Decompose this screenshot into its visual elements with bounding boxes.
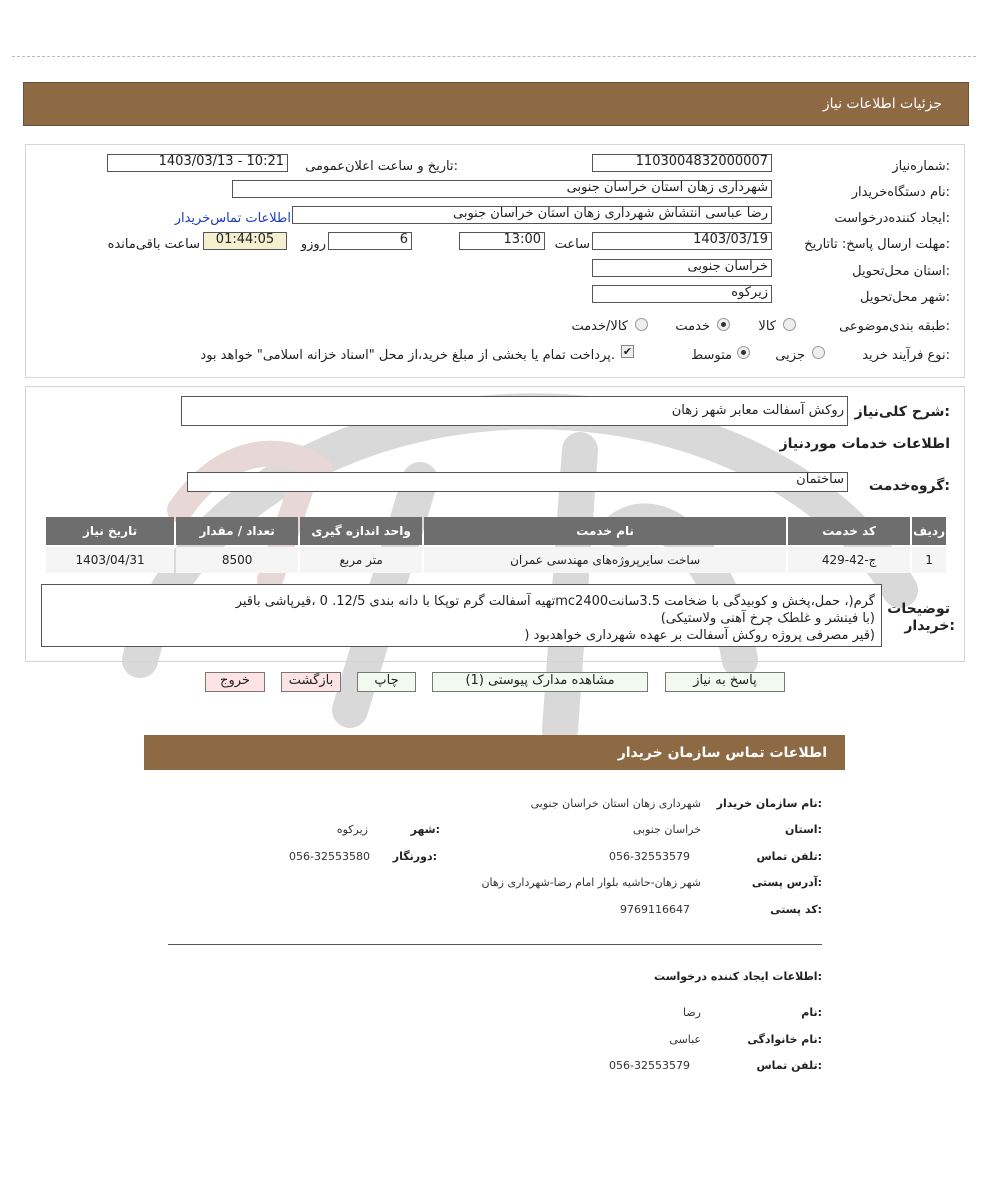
deadline-label: مهلت ارسال پاسخ: تاتاریخ: — [804, 237, 950, 252]
cell-service-name: ساخت سایرپروژه‌های مهندسی عمران — [424, 547, 786, 573]
col-header-quantity: تعداد / مقدار — [176, 517, 298, 545]
cell-unit: متر مربع — [300, 547, 422, 573]
cell-need-date: 1403/04/31 — [46, 547, 174, 573]
delivery-province-label: استان محل‌تحویل: — [852, 264, 950, 279]
need-description-field[interactable]: روکش آسفالت معابر شهر زهان — [181, 396, 848, 426]
top-divider — [12, 56, 976, 57]
buyer-org-field[interactable]: شهرداری زهان استان خراسان جنوبی — [232, 180, 772, 198]
contact-address-label: آدرس پستی: — [751, 876, 822, 889]
cell-service-code: ج-42-429 — [788, 547, 910, 573]
creator-name-value: رضا — [682, 1006, 701, 1019]
buyer-notes-line-2: (با فینشر و غلطک چرخ آهنی ولاستیکی) — [660, 611, 875, 626]
contact-city-label: شهر: — [410, 823, 440, 836]
buyer-contact-link[interactable]: اطلاعات تماس‌خریدار — [174, 211, 291, 226]
creator-family-value: عباسی — [669, 1033, 701, 1046]
creator-phone-label: تلفن تماس: — [756, 1059, 822, 1072]
col-header-service-name: نام خدمت — [424, 517, 786, 545]
contact-postal-value: 9769116647 — [620, 903, 690, 916]
col-header-service-code: کد خدمت — [788, 517, 910, 545]
contact-org-label: نام سازمان خریدار: — [716, 797, 822, 810]
buyer-notes-line-3: ) قیر مصرفی پروژه روکش آسفالت بر عهده شهرداری خواهدبود) — [524, 628, 875, 643]
service-group-label: گروه‌خدمت: — [868, 478, 950, 494]
announce-date-label: تاریخ و ساعت اعلان‌عمومی: — [305, 159, 458, 174]
creator-phone-value: 056-32553579 — [609, 1059, 690, 1072]
category-label: طبقه بندی‌موضوعی: — [839, 319, 950, 334]
contact-postal-label: کد پستی: — [770, 903, 822, 916]
delivery-province-field[interactable]: خراسان جنوبی — [592, 259, 772, 277]
deadline-hour-label: ساعت — [554, 237, 590, 252]
col-header-unit: واحد اندازه گیری — [300, 517, 422, 545]
view-attachments-button[interactable]: مشاهده مدارک پیوستی (1) — [432, 672, 648, 692]
process-minor-label: جزیی — [775, 348, 805, 363]
cell-row-number: 1 — [912, 547, 946, 573]
contact-fax-label: دورنگار: — [392, 850, 437, 863]
category-both-radio[interactable] — [635, 318, 648, 331]
category-service-radio[interactable] — [717, 318, 730, 331]
process-medium-label: متوسط — [691, 348, 732, 363]
deadline-hour-field[interactable]: 13:00 — [459, 232, 545, 250]
need-description-label: شرح کلی‌نیاز: — [854, 404, 950, 420]
category-goods-label: کالا — [758, 319, 776, 334]
remaining-time-label: ساعت باقی‌مانده — [107, 237, 200, 252]
deadline-date-field[interactable]: 1403/03/19 — [592, 232, 772, 250]
contact-section-title: اطلاعات تماس سازمان خریدار — [617, 745, 827, 761]
category-both-label: کالا/خدمت — [571, 319, 628, 334]
process-type-label: نوع فرآیند خرید: — [862, 348, 950, 363]
creator-label: ایجاد کننده‌درخواست: — [834, 211, 950, 226]
contact-divider — [168, 944, 822, 945]
table-header-row — [46, 517, 946, 545]
services-section-title: اطلاعات خدمات مورد‌نیاز — [779, 436, 950, 452]
creator-field[interactable]: رضا عباسی انتشاش شهرداری زهان استان خراسان جنوبی — [292, 206, 772, 224]
contact-address-value: شهر زهان-حاشیه بلوار امام رضا-شهرداری زهان — [481, 876, 701, 889]
buyer-notes-label-1: توضیحات — [887, 601, 950, 617]
creator-family-label: نام خانوادگی: — [747, 1033, 822, 1046]
page-header — [23, 82, 969, 126]
need-number-label: شماره‌نیاز: — [892, 159, 950, 174]
process-minor-radio[interactable] — [812, 346, 825, 359]
buyer-notes-box[interactable] — [41, 584, 882, 647]
announce-date-field[interactable]: 1403/03/13 - 10:21 — [107, 154, 288, 172]
table-row — [46, 547, 946, 573]
category-service-label: خدمت — [675, 319, 710, 334]
contact-phone-label: تلفن تماس: — [756, 850, 822, 863]
contact-fax-value: 056-32553580 — [289, 850, 370, 863]
treasury-payment-checkbox[interactable]: ✔ — [622, 345, 633, 358]
buyer-notes-label-2: خریدار: — [904, 618, 955, 634]
col-header-need-date: تاریخ نیاز — [46, 517, 174, 545]
contact-phone-value: 056-32553579 — [609, 850, 690, 863]
delivery-city-field[interactable]: زیرکوه — [592, 285, 772, 303]
contact-province-value: خراسان جنوبی — [632, 823, 701, 836]
contact-province-label: استان: — [784, 823, 822, 836]
days-label: روزو — [300, 237, 326, 252]
buyer-org-label: نام دستگاه‌خریدار: — [851, 185, 950, 200]
days-field[interactable]: 6 — [328, 232, 412, 250]
exit-button[interactable]: خروج — [205, 672, 265, 692]
treasury-payment-note: پرداخت تمام یا بخشی از مبلغ خرید،از محل "اسناد خزانه اسلامی" خواهد بود. — [200, 348, 615, 363]
page-title: جزئیات اطلاعات نیاز — [822, 96, 942, 112]
service-group-field[interactable]: ساختمان — [187, 472, 848, 492]
category-goods-radio[interactable] — [783, 318, 796, 331]
back-button[interactable]: بازگشت — [281, 672, 341, 692]
need-number-field[interactable]: 1103004832000007 — [592, 154, 772, 172]
reply-button[interactable]: پاسخ به نیاز — [665, 672, 785, 692]
process-medium-radio[interactable] — [737, 346, 750, 359]
delivery-city-label: شهر محل‌تحویل: — [860, 290, 950, 305]
services-table — [44, 515, 948, 575]
buyer-notes-line-1: تهیه آسفالت گرم توپکا با دانه بندی 12/5. 0 ،قیرپاشی باقیرmc2400گرم(، حمل،پخش و کوبیدگی با ضخامت 3.5سانت — [235, 594, 875, 609]
col-header-row-number: ردیف — [912, 517, 946, 545]
creator-name-label: نام: — [801, 1006, 822, 1019]
print-button[interactable]: چاپ — [357, 672, 416, 692]
cell-quantity: 8500 — [176, 547, 298, 573]
contact-org-value: شهرداری زهان استان خراسان جنوبی — [530, 797, 701, 810]
creator-section-title: اطلاعات ایجاد کننده درخواست: — [654, 970, 822, 983]
contact-section-header — [144, 735, 845, 770]
contact-city-value: زیرکوه — [336, 823, 368, 836]
remaining-time-field: 01:44:05 — [203, 232, 287, 250]
